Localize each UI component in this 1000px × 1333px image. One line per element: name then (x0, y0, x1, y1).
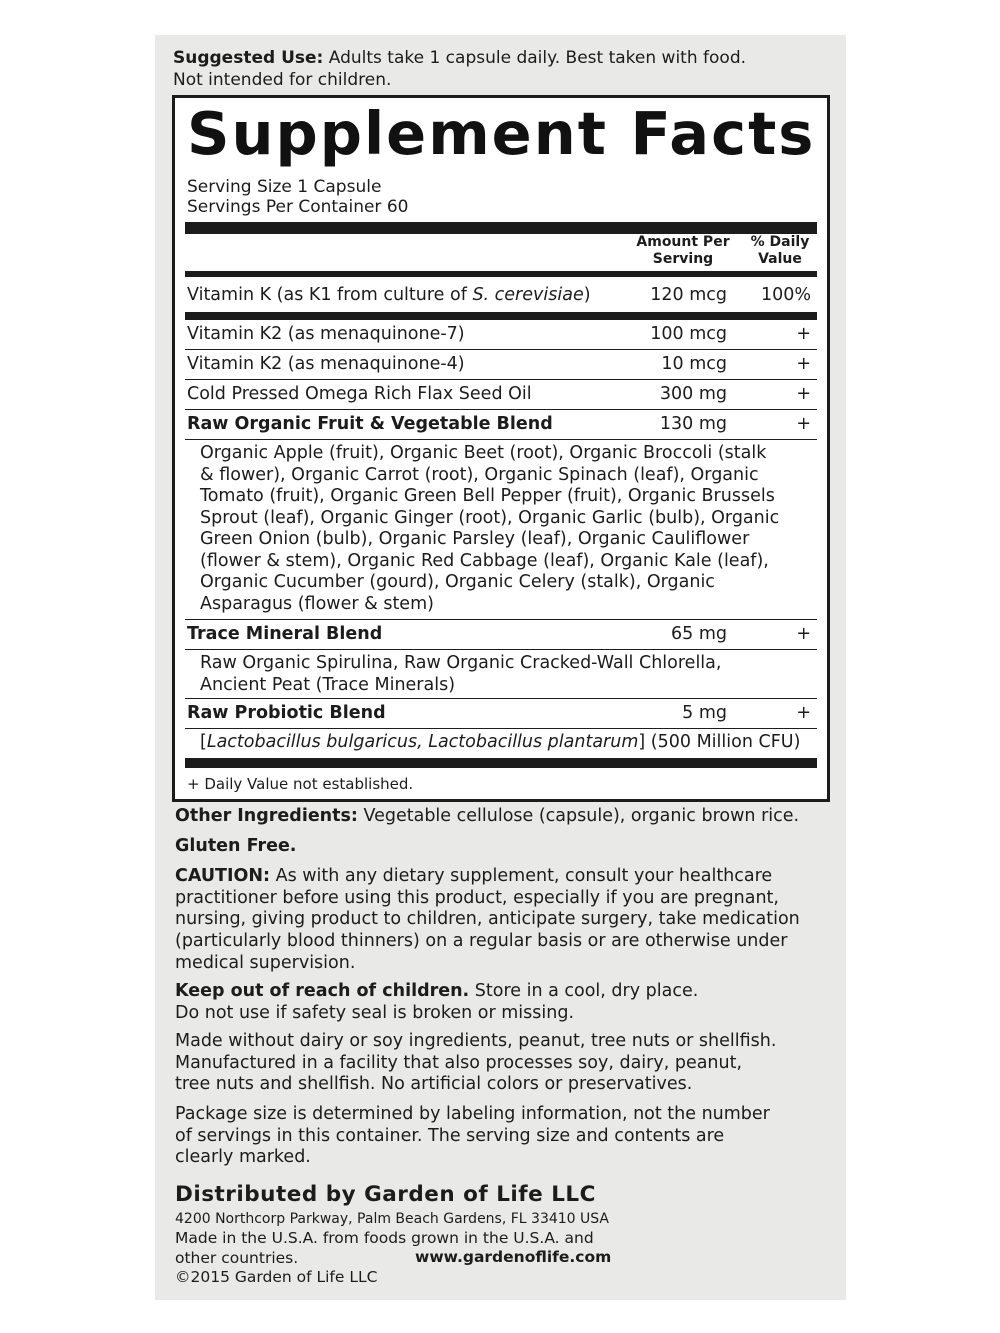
dv-header-line2: Value (758, 251, 802, 267)
caution-label: CAUTION: (175, 866, 271, 886)
blend-amount: 65 mg (671, 624, 727, 644)
ingredient-line: Raw Organic Spirulina, Raw Organic Cracked-Wall Chlorella, (200, 653, 722, 673)
blend-amount: 130 mg (659, 414, 727, 434)
distributor-address: 4200 Northcorp Parkway, Palm Beach Gardens, FL 33410 USA (175, 1211, 610, 1227)
package-statement (175, 1104, 825, 1169)
keep-out-of-reach (175, 981, 825, 1024)
caution-line: medical supervision. (175, 952, 356, 973)
blend-dv: + (796, 703, 811, 723)
amount-per-serving-header (633, 234, 733, 268)
probiotic-strains: Lactobacillus bulgaricus, Lactobacillus plantarum (206, 732, 639, 752)
blend-row (185, 620, 817, 648)
amount-header-line1: Amount Per (636, 234, 730, 250)
ingredient-line: (flower & stem), Organic Red Cabbage (leaf), Organic Kale (leaf), (200, 550, 769, 571)
nutrient-amount: 10 mcg (661, 354, 727, 374)
nutrient-dv: 100% (760, 285, 811, 305)
thick-divider (185, 222, 817, 234)
row-divider (185, 439, 817, 440)
blend-name: Raw Organic Fruit & Vegetable Blend (187, 414, 553, 434)
probiotic-ingredients (200, 732, 810, 754)
nutrient-name-italic: S. cerevisiae (472, 285, 584, 305)
row-divider (185, 728, 817, 729)
allergen-line: Manufactured in a facility that also processes soy, dairy, peanut, (175, 1052, 743, 1073)
copyright: ©2015 Garden of Life LLC (175, 1268, 378, 1286)
allergen-line: Made without dairy or soy ingredients, peanut, tree nuts or shellfish. (175, 1031, 777, 1051)
nutrient-row (185, 281, 817, 309)
fruit-veg-ingredients (200, 443, 810, 615)
probiotic-cfu: ] (500 Million CFU) (638, 732, 801, 752)
caution-line: nursing, giving product to children, anticipate surgery, take medication (175, 909, 800, 930)
nutrient-name-part: Vitamin K (as K1 from culture of (187, 285, 473, 305)
allergen-line: tree nuts and shellfish. No artificial colors or preservatives. (175, 1074, 693, 1095)
other-ingredients-label: Other Ingredients: (175, 806, 358, 826)
servings-per-container: Servings Per Container 60 (187, 197, 409, 217)
dv-header-line1: % Daily (750, 234, 810, 250)
suggested-use-line2: Not intended for children. (173, 70, 392, 90)
supplement-facts-panel (172, 95, 830, 802)
ingredient-line: Organic Cucumber (gourd), Organic Celery (stalk), Organic (200, 572, 715, 592)
ingredient-line: Asparagus (flower & stem) (200, 593, 434, 614)
daily-value-header (741, 234, 819, 268)
nutrient-name: Cold Pressed Omega Rich Flax Seed Oil (187, 384, 532, 404)
nutrient-dv: + (796, 354, 811, 374)
nutrient-amount: 120 mcg (650, 285, 727, 305)
nutrient-amount: 300 mg (659, 384, 727, 404)
nutrient-name: Vitamin K2 (as menaquinone-4) (187, 354, 465, 374)
ingredient-line: Tomato (fruit), Organic Green Bell Pepper (fruit), Organic Brussels (200, 486, 775, 506)
website-link[interactable]: www.gardenoflife.com (415, 1248, 612, 1266)
gluten-free: Gluten Free. (175, 836, 297, 856)
distributor-title: Distributed by Garden of Life LLC (175, 1182, 596, 1207)
serving-info (187, 177, 408, 217)
nutrient-row (185, 380, 817, 408)
thick-divider (185, 758, 817, 768)
ingredient-line: Ancient Peat (Trace Minerals) (200, 674, 456, 695)
blend-name: Raw Probiotic Blend (187, 703, 386, 723)
amount-header-line2: Serving (652, 251, 714, 267)
allergen-statement (175, 1031, 825, 1096)
nutrient-row (185, 320, 817, 348)
trace-ingredients (200, 653, 810, 696)
package-line: clearly marked. (175, 1147, 311, 1168)
nutrient-name-part: ) (583, 285, 591, 305)
blend-row (185, 410, 817, 438)
nutrient-dv: + (796, 384, 811, 404)
medium-divider (185, 271, 817, 277)
caution (175, 866, 825, 975)
blend-name: Trace Mineral Blend (187, 624, 383, 644)
made-in-line: other countries. (175, 1249, 299, 1267)
ingredient-line: & flower), Organic Carrot (root), Organic Spinach (leaf), Organic (200, 464, 759, 485)
other-ingredients-text: Vegetable cellulose (capsule), organic brown rice. (357, 806, 800, 826)
nutrient-row (185, 350, 817, 378)
keep-out-label: Keep out of reach of children. (175, 981, 470, 1001)
bracket: [ (200, 732, 207, 752)
blend-amount: 5 mg (682, 703, 727, 723)
product-label-panel (155, 35, 846, 1300)
keep-out-line2: Do not use if safety seal is broken or missing. (175, 1002, 575, 1023)
blend-row (185, 699, 817, 727)
nutrient-amount: 100 mcg (650, 324, 727, 344)
caution-line: practitioner before using this product, especially if you are pregnant, (175, 887, 779, 908)
package-line: Package size is determined by labeling information, not the number (175, 1104, 770, 1124)
nutrient-name (187, 281, 591, 309)
blend-dv: + (796, 414, 811, 434)
dv-footnote: + Daily Value not established. (187, 775, 414, 793)
blend-dv: + (796, 624, 811, 644)
suggested-use-text: Adults take 1 capsule daily. Best taken with food. (323, 48, 747, 68)
ingredient-line: Green Onion (bulb), Organic Parsley (leaf), Organic Cauliflower (200, 529, 750, 549)
facts-title: Supplement Facts (187, 99, 816, 168)
caution-text: As with any dietary supplement, consult your healthcare (270, 866, 773, 886)
ingredient-line: Sprout (leaf), Organic Ginger (root), Organic Garlic (bulb), Organic (200, 507, 780, 528)
caution-line: (particularly blood thinners) on a regular basis or are otherwise under (175, 931, 788, 952)
nutrient-dv: + (796, 324, 811, 344)
other-ingredients (175, 806, 825, 828)
keep-out-text: Store in a cool, dry place. (469, 981, 699, 1001)
row-divider (185, 649, 817, 650)
thick-divider (185, 312, 817, 320)
nutrient-name: Vitamin K2 (as menaquinone-7) (187, 324, 465, 344)
suggested-use-label: Suggested Use: (173, 48, 324, 68)
suggested-use (173, 47, 833, 91)
ingredient-line: Organic Apple (fruit), Organic Beet (root), Organic Broccoli (stalk (200, 443, 767, 463)
package-line: of servings in this container. The serving size and contents are (175, 1125, 725, 1146)
made-in-line: Made in the U.S.A. from foods grown in the U.S.A. and (175, 1229, 594, 1247)
serving-size: Serving Size 1 Capsule (187, 177, 382, 197)
